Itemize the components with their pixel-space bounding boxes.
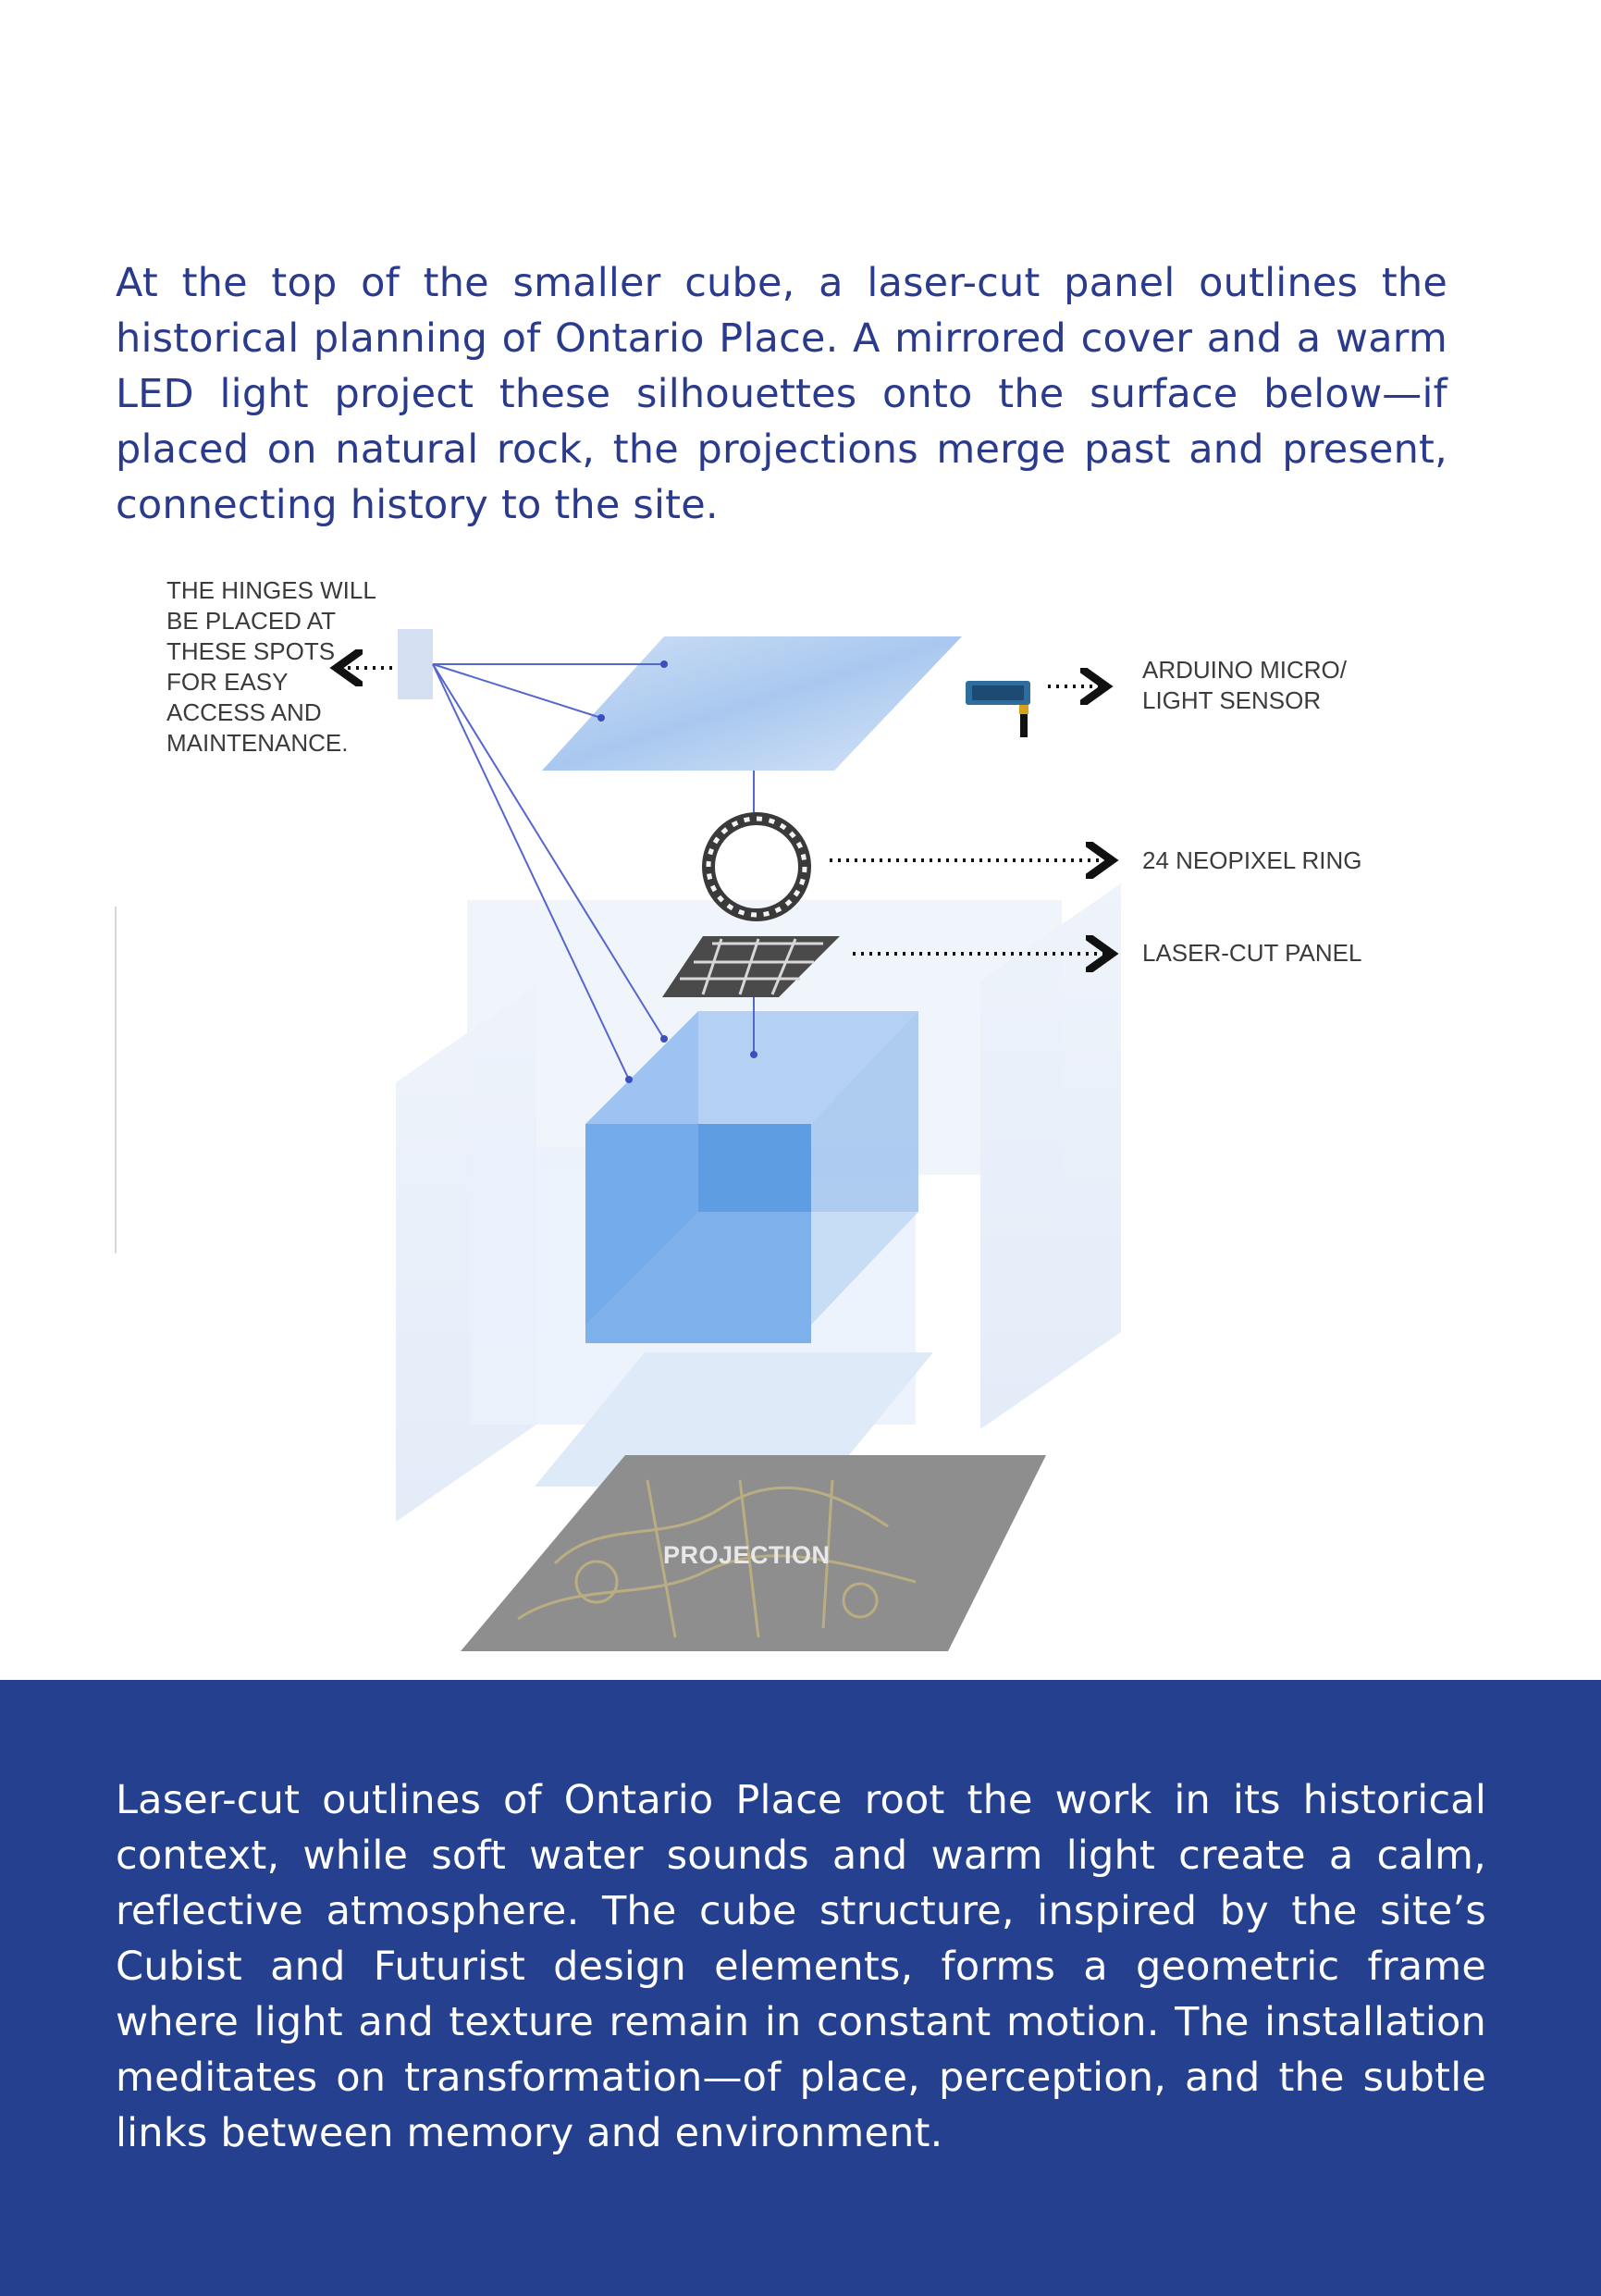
connector-dot: [750, 1051, 757, 1058]
arduino-label: ARDUINO MICRO/ LIGHT SENSOR: [1142, 656, 1347, 714]
hinges-label: THE HINGES WILL BE PLACED AT THESE SPOTS FOR EASY ACCESS AND MAINTENANCE.: [166, 576, 376, 757]
projection-label: PROJECTION: [663, 1541, 831, 1569]
laser-cut-panel-label: LASER-CUT PANEL: [1142, 939, 1362, 967]
outro-paragraph: Laser-cut outlines of Ontario Place root the work in its historical context, while soft water sounds and warm light create a calm, reflective atmosphere. The cube structure, inspired by the site’s Cubist and Futurist design elements, forms a geometric frame where light and texture remain in constant motion. The installation meditates on transformation—of place, perception, and the subtle links between memory and environment.: [116, 1777, 1486, 2156]
neopixel-label: 24 NEOPIXEL RING: [1142, 846, 1362, 874]
arduino-board: [966, 681, 1030, 737]
cube-overlap: [698, 1124, 811, 1212]
hinge-block: [398, 629, 433, 699]
intro-paragraph: At the top of the smaller cube, a laser-cut panel outlines the historical planning of Ontario Place. A mirrored cover and a warm LED light project these silhouettes onto the surface below—if placed on natural rock, the projections merge past and present, connecting history to the site.: [116, 260, 1447, 528]
top-cover-panel: [542, 636, 962, 771]
